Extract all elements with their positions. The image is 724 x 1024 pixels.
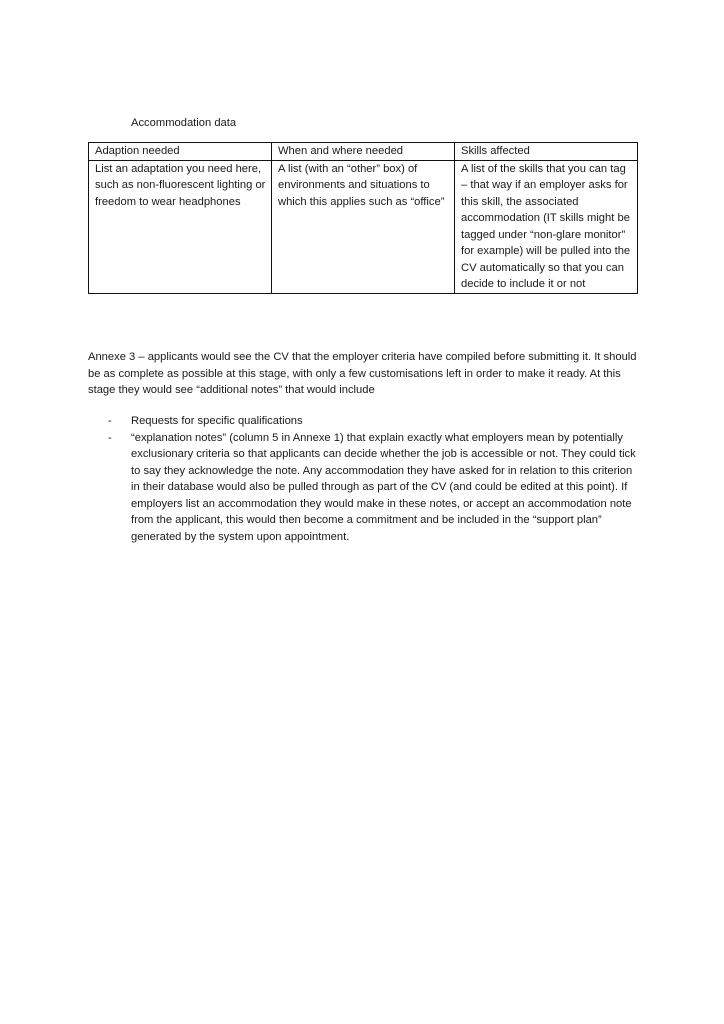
list-item — [88, 413, 640, 430]
bullet-dash: - — [108, 431, 112, 444]
list-item-text: Requests for specific qualifications — [131, 415, 303, 427]
table-cell-skills: A list of the skills that you can tag – that way if an employer asks for this skill, the associated accommodation (IT skills might be tagged under “non-glare monitor” for example) will be pulled into the CV automatically so that you can decide to include it or not — [455, 160, 638, 293]
table-cell-adaption: List an adaptation you need here, such as non-fluorescent lighting or freedom to wear headphones — [89, 160, 272, 293]
table-header-row — [89, 143, 638, 161]
bullet-dash: - — [108, 415, 112, 427]
annexe-3-paragraph: Annexe 3 – applicants would see the CV that the employer criteria have compiled before submitting it. It should be as complete as possible at this stage, with only a few customisations left in order to make it ready. At this stage they would see “additional notes” that would include — [88, 351, 637, 396]
table-row — [89, 160, 638, 293]
list-item — [88, 430, 640, 546]
column-header-adaption-needed: Adaption needed — [89, 143, 272, 161]
additional-notes-list — [88, 413, 640, 545]
accommodation-table — [88, 142, 638, 294]
list-item-text: “explanation notes” (column 5 in Annexe 1) that explain exactly what employers mean by potentially exclusionary criteria so that applicants can decide whether the job is accessible or not. They could tick to say they acknowledge the note. Any accommodation they have asked for in relation to this criterion in their database would also be pulled through as part of the CV (and could be edited at this point). If employers list an accommodation they would make in these notes, or accept an accommodation note from the applicant, this would then become a commitment and be included in the “support plan” generated by the system upon appointment. — [131, 431, 636, 543]
table-cell-when-where: A list (with an “other” box) of environments and situations to which this applies such as “office” — [272, 160, 455, 293]
column-header-when-where-needed: When and where needed — [272, 143, 455, 161]
table-caption: Accommodation data — [131, 117, 237, 129]
column-header-skills-affected: Skills affected — [455, 143, 638, 161]
